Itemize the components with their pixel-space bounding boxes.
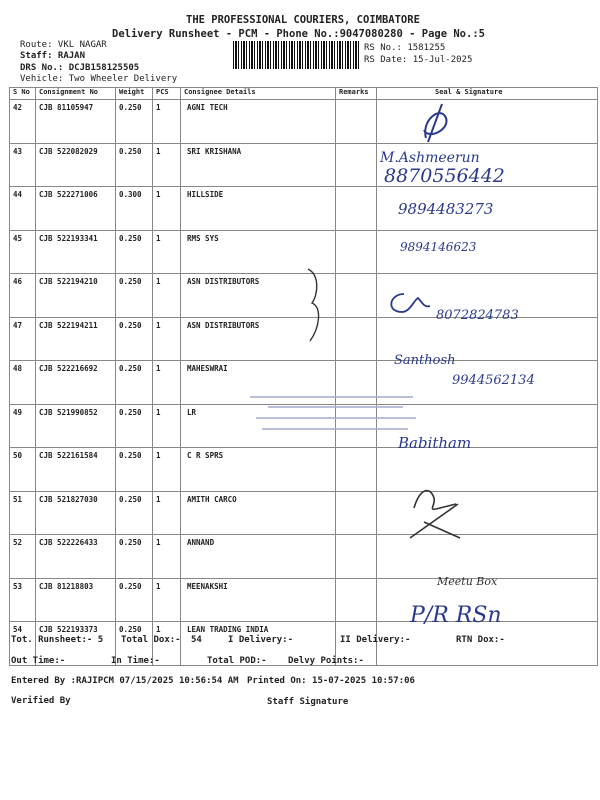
cell-cn: CJB 522226433: [36, 535, 116, 579]
cell-remarks: [336, 230, 377, 274]
cell-pcs: 1: [153, 361, 181, 405]
cell-consignee: MAHESWRAI: [181, 361, 336, 405]
total-dox-label: Total Dox:-: [121, 635, 181, 645]
printed-on: Printed On: 15-07-2025 10:57:06: [247, 676, 415, 686]
cell-remarks: [336, 100, 377, 144]
handwriting-50-name: Babitham: [398, 434, 472, 452]
cell-cn: CJB 522216692: [36, 361, 116, 405]
table-row: [10, 448, 598, 492]
total-pod: Total POD:-: [207, 656, 267, 666]
cell-remarks: [336, 187, 377, 231]
cell-cn: CJB 521827030: [36, 491, 116, 535]
cell-cn: CJB 81218803: [36, 578, 116, 622]
cell-signature: [377, 100, 598, 144]
signature-51-52-mark: [400, 478, 470, 548]
table-row: [10, 491, 598, 535]
handwriting-43-phone: 8870556442: [384, 165, 505, 187]
signature-42-mark: [416, 100, 456, 145]
cell-cn: CJB 522194210: [36, 274, 116, 318]
cell-pcs: 1: [153, 622, 181, 666]
cell-sno: 42: [10, 100, 36, 144]
cell-consignee: C R SPRS: [181, 448, 336, 492]
cell-sno: 54: [10, 622, 36, 666]
table-row: [10, 100, 598, 144]
stamp-lines: [248, 392, 418, 437]
col-consignment: Consignment No: [36, 88, 116, 100]
signature-47-mark: [384, 288, 434, 318]
cell-wt: 0.250: [116, 491, 153, 535]
table-row: [10, 578, 598, 622]
bracket-46-47: [300, 265, 330, 345]
vehicle-label: Vehicle: Two Wheeler Delivery: [20, 74, 178, 84]
col-consignee: Consignee Details: [181, 88, 336, 100]
table-header-row: [10, 88, 598, 100]
cell-wt: 0.250: [116, 317, 153, 361]
handwriting-53-note: Meetu Box: [437, 575, 498, 588]
table-row: [10, 143, 598, 187]
col-sno: S No: [10, 88, 36, 100]
cell-sno: 46: [10, 274, 36, 318]
total-dox-value: 54: [191, 635, 202, 645]
handwriting-47-phone: 8072824783: [436, 308, 519, 323]
cell-wt: 0.250: [116, 143, 153, 187]
ii-delivery: II Delivery:-: [340, 635, 411, 645]
cell-pcs: 1: [153, 230, 181, 274]
cell-consignee: LEAN TRADING INDIA: [181, 622, 336, 666]
cell-wt: 0.250: [116, 404, 153, 448]
table-row: [10, 187, 598, 231]
cell-wt: 0.300: [116, 187, 153, 231]
table-row: [10, 535, 598, 579]
col-pcs: PCS: [153, 88, 181, 100]
staff-label: Staff: RAJAN: [20, 51, 86, 61]
cell-pcs: 1: [153, 100, 181, 144]
cell-consignee: AMITH CARCO: [181, 491, 336, 535]
cell-wt: 0.250: [116, 622, 153, 666]
col-weight: Weight: [116, 88, 153, 100]
cell-sno: 52: [10, 535, 36, 579]
cell-sno: 53: [10, 578, 36, 622]
col-signature: Seal & Signature: [377, 88, 598, 100]
route-label: Route: VKL NAGAR: [20, 40, 107, 50]
out-time: Out Time:-: [11, 656, 66, 666]
cell-consignee: SRI KRISHANA: [181, 143, 336, 187]
barcode: [233, 41, 359, 69]
cell-remarks: [336, 448, 377, 492]
cell-pcs: 1: [153, 143, 181, 187]
cell-consignee: ASN DISTRIBUTORS: [181, 317, 336, 361]
col-remarks: Remarks: [336, 88, 377, 100]
cell-consignee: ANNAND: [181, 535, 336, 579]
cell-sno: 51: [10, 491, 36, 535]
cell-remarks: [336, 143, 377, 187]
verified-by: Verified By: [11, 696, 71, 706]
cell-sno: 44: [10, 187, 36, 231]
cell-cn: CJB 522082029: [36, 143, 116, 187]
cell-wt: 0.250: [116, 578, 153, 622]
cell-sno: 47: [10, 317, 36, 361]
cell-consignee: RMS SYS: [181, 230, 336, 274]
cell-remarks: [336, 491, 377, 535]
entered-by: Entered By :RAJIPCM 07/15/2025 10:56:54 AM: [11, 676, 239, 686]
company-title: THE PROFESSIONAL COURIERS, COIMBATORE: [186, 14, 420, 26]
cell-remarks: [336, 535, 377, 579]
handwriting-54-note: P/R RSn: [410, 603, 502, 628]
cell-sno: 49: [10, 404, 36, 448]
drs-label: DRS No.: DCJB158125505: [20, 63, 140, 73]
cell-sno: 50: [10, 448, 36, 492]
cell-wt: 0.250: [116, 448, 153, 492]
cell-pcs: 1: [153, 404, 181, 448]
cell-consignee: MEENAKSHI: [181, 578, 336, 622]
cell-wt: 0.250: [116, 100, 153, 144]
cell-wt: 0.250: [116, 361, 153, 405]
cell-pcs: 1: [153, 535, 181, 579]
cell-sno: 48: [10, 361, 36, 405]
cell-consignee: LR: [181, 404, 336, 448]
cell-sno: 43: [10, 143, 36, 187]
rs-date: RS Date: 15-Jul-2025: [364, 55, 473, 65]
cell-pcs: 1: [153, 448, 181, 492]
faint-stamp: [248, 392, 418, 439]
tot-runsheet: Tot. Runsheet:- 5: [11, 635, 104, 645]
cell-cn: CJB 522161584: [36, 448, 116, 492]
cell-cn: CJB 521990852: [36, 404, 116, 448]
cell-cn: CJB 522271006: [36, 187, 116, 231]
cell-cn: CJB 522194211: [36, 317, 116, 361]
rtn-dox: RTN Dox:-: [456, 635, 505, 645]
cell-consignee: AGNI TECH: [181, 100, 336, 144]
cell-pcs: 1: [153, 317, 181, 361]
delvy-points: Delvy Points:-: [288, 656, 364, 666]
cell-pcs: 1: [153, 578, 181, 622]
handwriting-48-name: Santhosh: [394, 353, 456, 368]
cell-wt: 0.250: [116, 274, 153, 318]
cell-consignee: HILLSIDE: [181, 187, 336, 231]
runsheet-subtitle: Delivery Runsheet - PCM - Phone No.:9047080280 - Page No.:5: [112, 28, 485, 40]
cell-pcs: 1: [153, 187, 181, 231]
i-delivery: I Delivery:-: [228, 635, 294, 645]
handwriting-44-phone: 9894483273: [398, 200, 494, 218]
cell-remarks: [336, 578, 377, 622]
cell-cn: CJB 81105947: [36, 100, 116, 144]
cell-remarks: [336, 274, 377, 318]
handwriting-43-name: M.Ashmeerun: [380, 150, 480, 166]
cell-consignee: ASN DISTRIBUTORS: [181, 274, 336, 318]
cell-sno: 45: [10, 230, 36, 274]
cell-pcs: 1: [153, 491, 181, 535]
staff-signature: Staff Signature: [267, 697, 349, 707]
handwriting-45-phone: 9894146623: [400, 240, 477, 254]
cell-cn: CJB 522193341: [36, 230, 116, 274]
rs-number: RS No.: 1581255: [364, 43, 446, 53]
cell-remarks: [336, 317, 377, 361]
cell-wt: 0.250: [116, 535, 153, 579]
cell-wt: 0.250: [116, 230, 153, 274]
handwriting-48-phone: 9944562134: [452, 373, 535, 388]
in-time: In Time:-: [111, 656, 160, 666]
cell-cn: CJB 522193373: [36, 622, 116, 666]
cell-pcs: 1: [153, 274, 181, 318]
